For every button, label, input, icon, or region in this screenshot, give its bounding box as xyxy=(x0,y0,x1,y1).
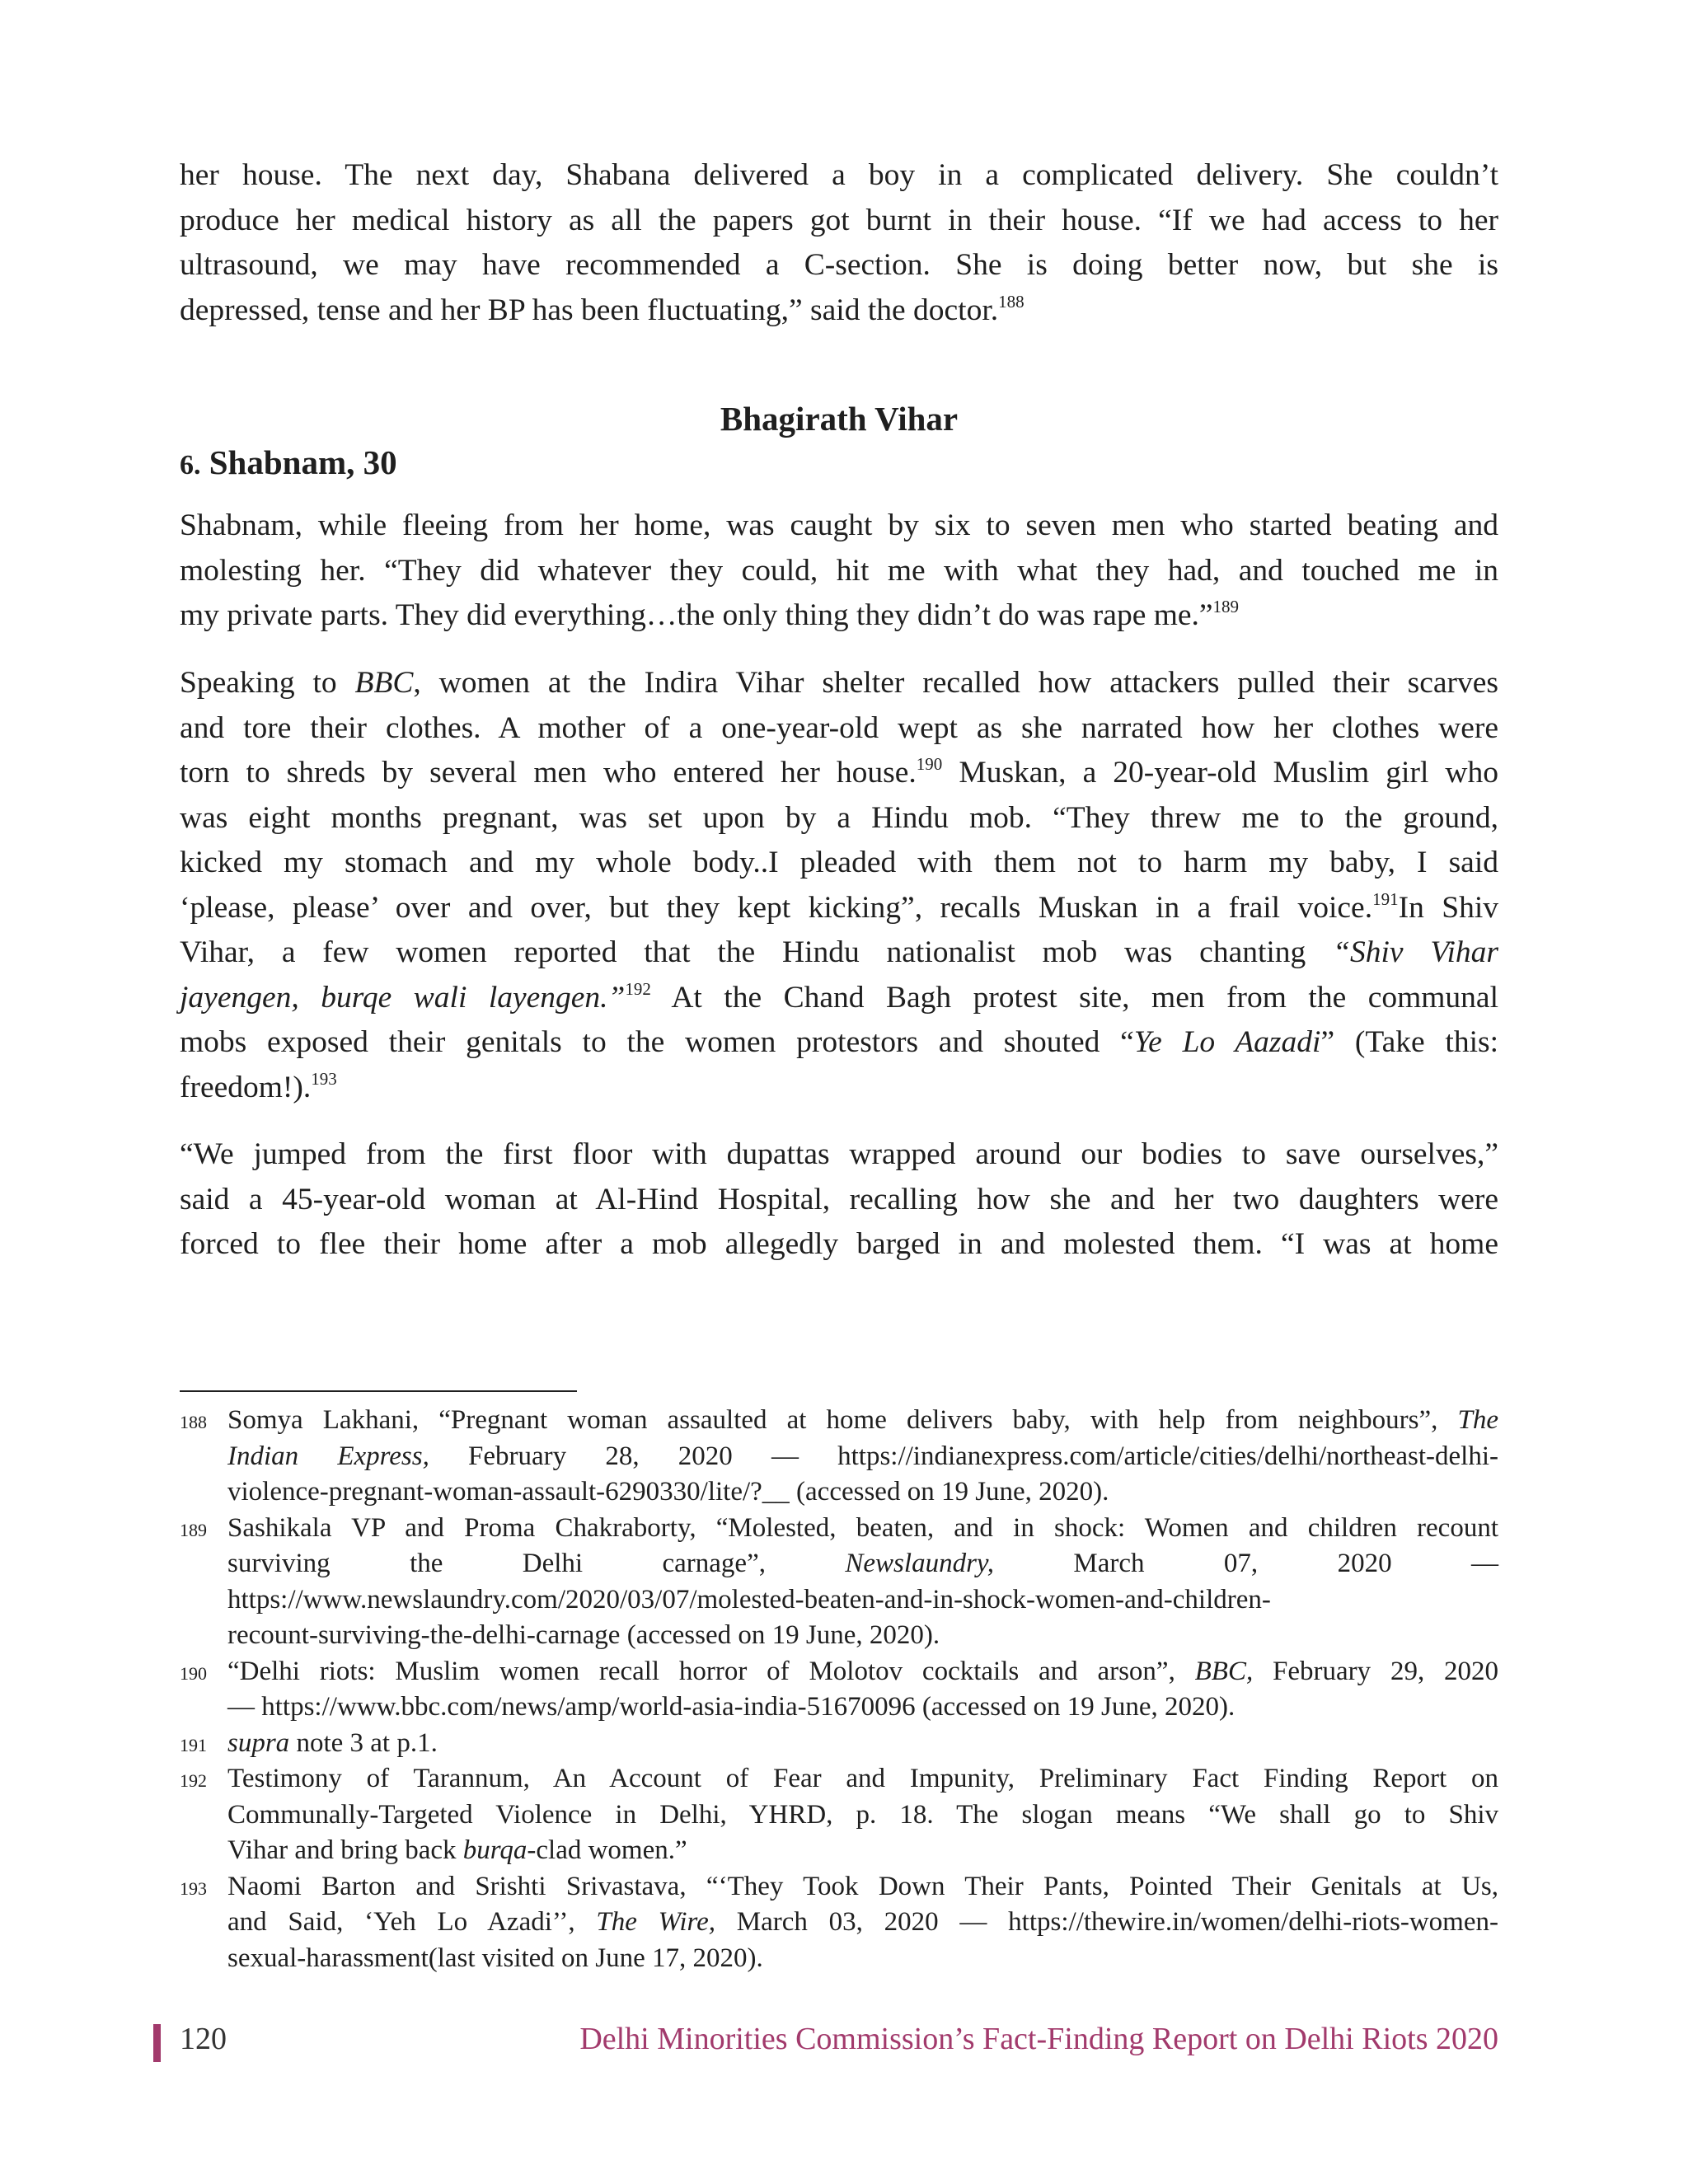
link-bbc[interactable]: — https://www.bbc.com/news/amp/world-asia-india-51670096 (accessed on 19 June, 2020). xyxy=(227,1692,1236,1722)
link-newslaundry[interactable]: https://www.newslaundry.com/2020/03/07/molested-beaten-and-in-shock-women-and-children- xyxy=(227,1584,1271,1615)
link-indian-express[interactable]: February 28, 2020 — https://indianexpress.com/article/cities/delhi/northeast-delhi- xyxy=(429,1441,1498,1471)
case-title: 6. Shabnam, 30 xyxy=(180,443,397,481)
footnote-ref-191[interactable]: 191 xyxy=(1372,888,1399,909)
footnote-divider xyxy=(180,1390,577,1392)
link-the-wire[interactable]: March 03, 2020 — https://thewire.in/women/delhi-riots-women- xyxy=(715,1907,1498,1937)
footnote-ref-193[interactable]: 193 xyxy=(311,1068,337,1089)
footnote-188: 188 Somya Lakhani, “Pregnant woman assaulted at home delivers baby, with help from neighbours”, The Indian Express, February 28, 2020 — https://indianexpress.com/article/cities/delhi/northeast-delhi- violence-pregnant-woman-assault-6290330/lite/?__ (accessed on 19 June, 2020). xyxy=(180,1405,1498,1507)
footnote-190: 190 “Delhi riots: Muslim women recall horror of Molotov cocktails and arson”, BBC, February 29, 2020 — https://www.bbc.com/news/amp/world-asia-india-51670096 (accessed on 19 June, 2020). xyxy=(180,1654,1498,1726)
paragraph-shabnam: Shabnam, while fleeing from her home, was caught by six to seven men who started beating and molesting her. “They did whatever they could, hit me with what they had, and touched me in my private parts. They did everything…the only thing they didn’t do was rape me.”$^{189}$ xyxy=(180,509,1498,632)
footnote-ref-192[interactable]: 192 xyxy=(625,978,651,999)
footer-accent-bar xyxy=(153,2024,161,2062)
section-title: Bhagirath Vihar xyxy=(720,400,959,438)
footnote-189: 189 Sashikala VP and Proma Chakraborty, “Molested, beaten, and in shock: Women and children recount surviving the Delhi carnage”, Newslaundry, March 07, 2020 — https://www.newslaundry.com/2020/03/07/molested-beaten-and-in-shock-women-and-children- recount-surviving-the-delhi-carnage (accessed on 19 June, 2020). xyxy=(180,1512,1498,1650)
running-title: Delhi Minorities Commission’s Fact-Finding Report on Delhi Riots 2020 xyxy=(579,2022,1498,2056)
paragraph-bbc: Speaking to BBC, women at the Indira Vihar shelter recalled how attackers pulled their scarves and tore their clothes. A mother of a one-year-old wept as she narrated how her clothes were torn to shreds by several men who entered her house.$^{190}$ Muskan, a 20-year-old Muslim girl who was eight months pregnant, was set upon by a Hindu mob. “They threw me to the ground, kicked my stomach and my whole body..I pleaded with them not to harm my baby, I said ‘please, please’ over and over, but they kept kicking”, recalls Muskan in a frail voice.$^{191}$In Shiv Vihar, a few women reported that the Hindu nationalist mob was chanting “Shiv Vihar jayengen, burqe wali layengen.”$^{192}$ At the Chand Bagh protest site, men from the communal mobs exposed their genitals to the women protestors and shouted “Ye Lo Aazadi” (Take this: freedom!).$^{193}$ xyxy=(180,666,1499,1104)
footnote-192: 192 Testimony of Tarannum, An Account of Fear and Impunity, Preliminary Fact Finding Report on Communally-Targeted Violence in Delhi, YHRD, p. 18. The slogan means “We shall go to Shiv Vihar and bring back burqa-clad women.” xyxy=(180,1764,1498,1865)
footnote-ref-190[interactable]: 190 xyxy=(916,754,943,774)
footnote-193: 193 Naomi Barton and Srishti Srivastava, “‘They Took Down Their Pants, Pointed Their Genitals at Us, and Said, ‘Yeh Lo Azadi’’, The Wire, March 03, 2020 — https://thewire.in/women/delhi-riots-women- sexual-harassment(last visited on June 17, 2020). xyxy=(180,1871,1498,1973)
footnote-ref-188[interactable]: 188 xyxy=(998,291,1025,312)
footnote-ref-189[interactable]: 189 xyxy=(1212,597,1240,616)
paragraph-shabana: her house. The next day, Shabana delivered a boy in a complicated delivery. She couldn’t produce her medical history as all the papers got burnt in their house. “If we had access to her ultrasound, we may have recommended a C-section. She is doing better now, but she is depressed, tense and her BP has been fluctuating,” said the doctor.$^{188}$ xyxy=(180,158,1498,327)
paragraph-al-hind: “We jumped from the first floor with dupattas wrapped around our bodies to save ourselves,” said a 45-year-old woman at Al-Hind Hospital, recalling how she and her two daughters were forced to flee their home after a mob allegedly barged in and molested them. “I was at home xyxy=(180,1137,1498,1261)
footnote-191: 191 supra note 3 at p.1. xyxy=(180,1727,438,1758)
footnotes xyxy=(180,1403,1498,1976)
page-number: 120 xyxy=(180,2022,227,2056)
